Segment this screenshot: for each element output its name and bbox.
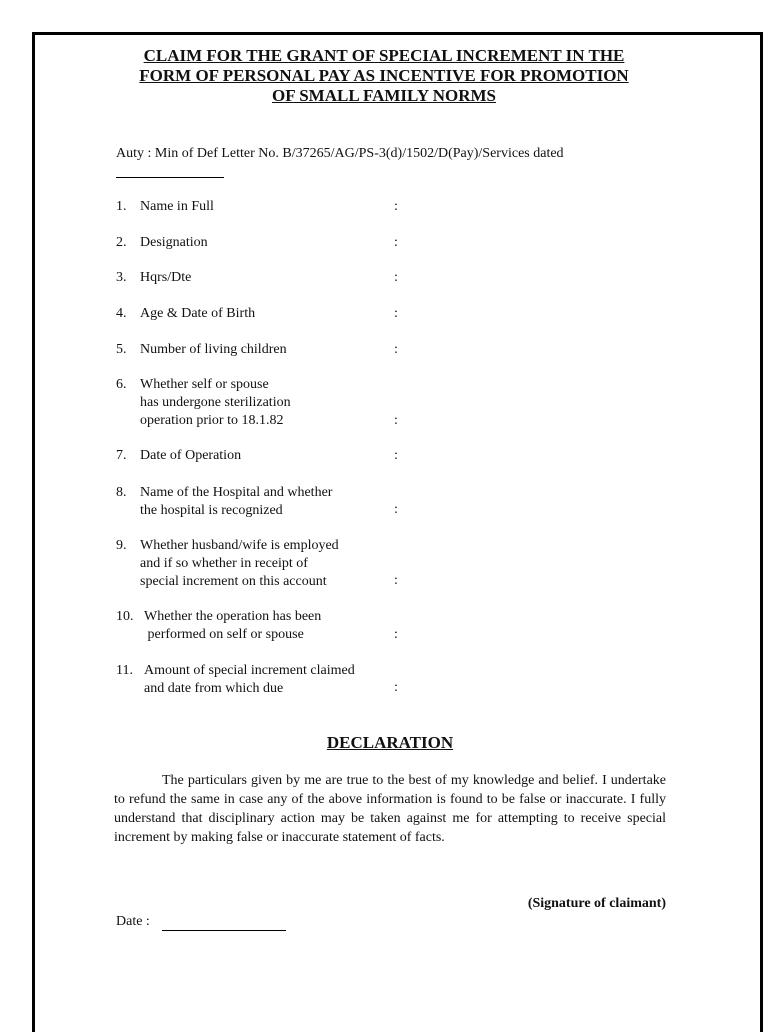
declaration-text: The particulars given by me are true to the best of my knowledge and belief. I undertake to refund the same in case any of the above information is found to be false or inaccurate. I fully understand that disciplinary action may be taken against me for attempting to receive special increment by making false or inaccurate statement of facts. <box>114 773 666 845</box>
form-item-operation-on <box>116 608 322 642</box>
item-colon: : <box>394 342 398 357</box>
form-item-name-in-full <box>116 198 214 216</box>
date-blank-line[interactable] <box>162 930 286 931</box>
item-number: 1. <box>116 199 127 214</box>
item-number: 5. <box>116 342 127 357</box>
form-item-hospital <box>116 484 333 518</box>
item-label: Designation <box>140 235 208 250</box>
item-label: Name in Full <box>140 199 214 214</box>
item-number: 10. <box>116 609 134 624</box>
item-number: 8. <box>116 485 127 500</box>
form-item-sterilization <box>116 376 291 428</box>
item-label: Amount of special increment claimed and date from which due <box>144 663 355 696</box>
form-item-designation <box>116 234 208 252</box>
signature-label: (Signature of claimant) <box>527 896 666 911</box>
form-title-line-1: CLAIM FOR THE GRANT OF SPECIAL INCREMENT IN THE <box>143 46 625 65</box>
form-item-hqrs-dte <box>116 269 192 287</box>
item-label: Age & Date of Birth <box>140 306 256 321</box>
form-item-date-of-operation <box>116 447 242 465</box>
item-label: Hqrs/Dte <box>140 270 192 285</box>
item-number: 4. <box>116 306 127 321</box>
form-title-line-2: FORM OF PERSONAL PAY AS INCENTIVE FOR PROMOTION <box>139 66 629 85</box>
item-colon: : <box>394 306 398 321</box>
item-number: 6. <box>116 377 127 392</box>
item-label: Number of living children <box>140 342 287 357</box>
item-label: Date of Operation <box>140 448 242 463</box>
form-title-line-3: OF SMALL FAMILY NORMS <box>271 86 496 105</box>
item-colon: : <box>394 235 398 250</box>
item-label: Name of the Hospital and whether the hospital is recognized <box>140 485 333 518</box>
item-colon: : <box>394 627 398 642</box>
item-colon: : <box>394 199 398 214</box>
item-number: 11. <box>116 663 133 678</box>
item-label: Whether the operation has been performed on self or spouse <box>144 609 322 642</box>
page-border <box>32 32 763 1032</box>
declaration-heading: DECLARATION <box>326 733 454 752</box>
item-number: 7. <box>116 448 127 463</box>
item-number: 3. <box>116 270 127 285</box>
form-item-amount-claimed <box>116 662 355 696</box>
form-title <box>0 46 768 106</box>
authority-reference: Auty : Min of Def Letter No. B/37265/AG/PS-3(d)/1502/D(Pay)/Services dated <box>116 146 564 161</box>
form-item-living-children <box>116 341 287 359</box>
date-label: Date : <box>116 914 150 929</box>
item-colon: : <box>394 270 398 285</box>
item-number: 9. <box>116 538 127 553</box>
item-number: 2. <box>116 235 127 250</box>
item-colon: : <box>394 502 398 517</box>
item-colon: : <box>394 448 398 463</box>
item-label: Whether husband/wife is employed and if so whether in receipt of special increment on this account <box>140 538 339 589</box>
item-colon: : <box>394 680 398 695</box>
authority-date-blank-line[interactable] <box>116 177 224 178</box>
item-label: Whether self or spouse has undergone sterilization operation prior to 18.1.82 <box>140 377 291 428</box>
item-colon: : <box>394 573 398 588</box>
form-item-age-dob <box>116 305 256 323</box>
form-item-spouse-employed <box>116 537 339 589</box>
item-colon: : <box>394 413 398 428</box>
